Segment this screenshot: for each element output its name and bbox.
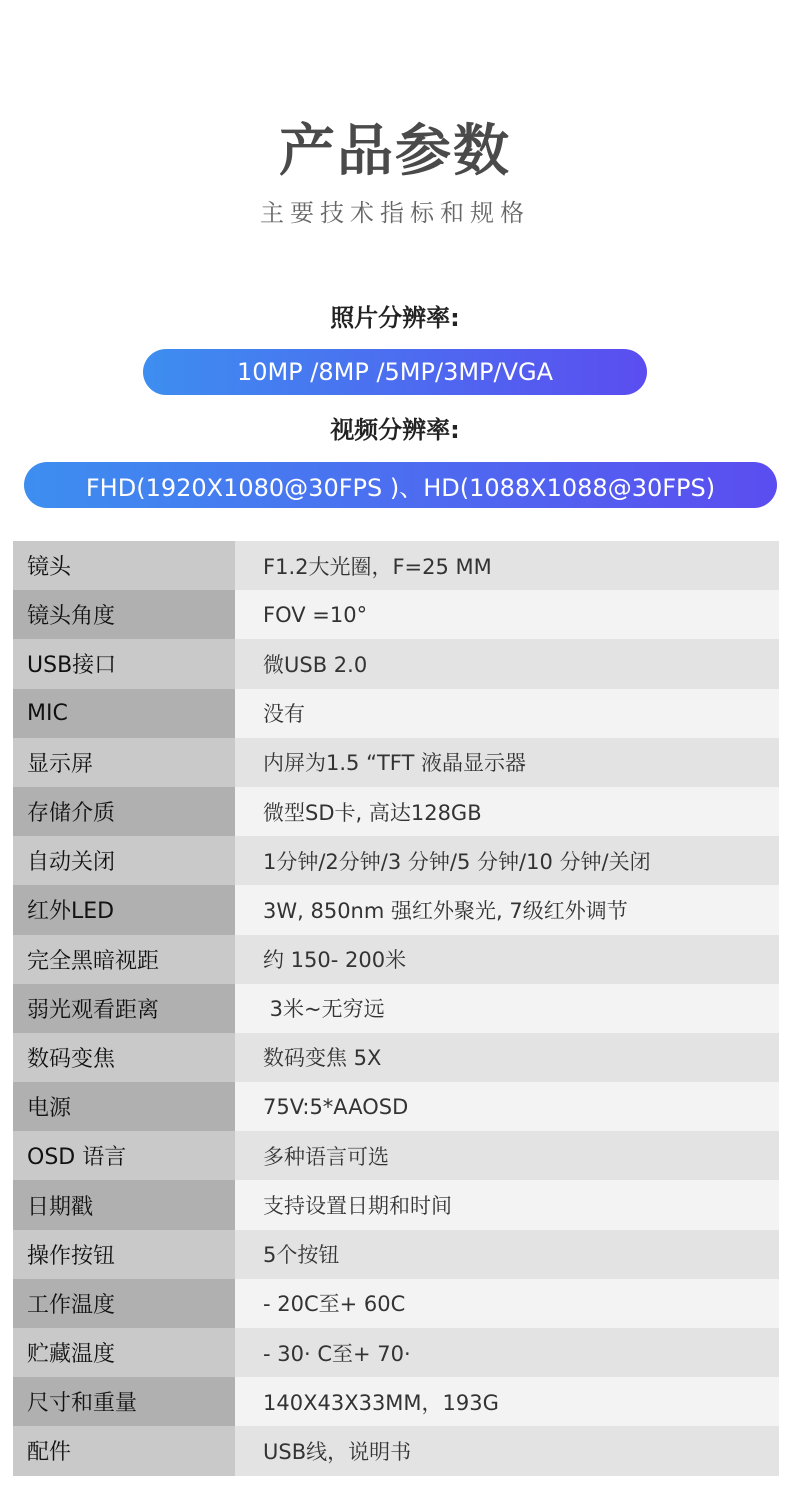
spec-key: 自动关闭 <box>13 836 235 885</box>
spec-value: 5个按钮 <box>235 1230 779 1279</box>
spec-row <box>13 1230 779 1279</box>
spec-value: USB线，说明书 <box>235 1426 779 1475</box>
spec-key: USB接口 <box>13 639 235 688</box>
spec-key: 镜头角度 <box>13 590 235 639</box>
spec-row <box>13 639 779 688</box>
spec-value: 多种语言可选 <box>235 1131 779 1180</box>
spec-value: 数码变焦 5X <box>235 1033 779 1082</box>
spec-row <box>13 1082 779 1131</box>
spec-row <box>13 1328 779 1377</box>
spec-value: 没有 <box>235 689 779 738</box>
spec-key: 存储介质 <box>13 787 235 836</box>
spec-key: 弱光观看距离 <box>13 984 235 1033</box>
spec-row <box>13 984 779 1033</box>
spec-value: 微USB 2.0 <box>235 639 779 688</box>
spec-key: 显示屏 <box>13 738 235 787</box>
spec-value: 内屏为1.5 “TFT 液晶显示器 <box>235 738 779 787</box>
spec-key: 日期戳 <box>13 1180 235 1229</box>
spec-key: 镜头 <box>13 541 235 590</box>
spec-row <box>13 1131 779 1180</box>
spec-key: 电源 <box>13 1082 235 1131</box>
photo-resolution-pill: 10MP /8MP /5MP/3MP/VGA <box>143 349 647 395</box>
spec-key: 操作按钮 <box>13 1230 235 1279</box>
header <box>0 120 790 228</box>
spec-table <box>13 541 779 1476</box>
spec-row <box>13 885 779 934</box>
spec-key: 数码变焦 <box>13 1033 235 1082</box>
spec-row <box>13 1180 779 1229</box>
spec-row <box>13 935 779 984</box>
spec-value: 微型SD卡, 高达128GB <box>235 787 779 836</box>
spec-row <box>13 738 779 787</box>
spec-row <box>13 1033 779 1082</box>
page-title: 产品参数 <box>279 119 511 184</box>
spec-key: 工作温度 <box>13 1279 235 1328</box>
spec-value: 1分钟/2分钟/3 分钟/5 分钟/10 分钟/关闭 <box>235 836 779 885</box>
photo-resolution-label: 照片分辨率: <box>330 304 460 332</box>
spec-value: 约 150- 200米 <box>235 935 779 984</box>
spec-value: - 20C至+ 60C <box>235 1279 779 1328</box>
page-subtitle: 主要技术指标和规格 <box>260 199 530 227</box>
spec-value: F1.2大光圈，F=25 MM <box>235 541 779 590</box>
spec-value: - 30· C至+ 70· <box>235 1328 779 1377</box>
spec-row <box>13 689 779 738</box>
spec-value: 支持设置日期和时间 <box>235 1180 779 1229</box>
spec-row <box>13 541 779 590</box>
spec-key: OSD 语言 <box>13 1131 235 1180</box>
spec-row <box>13 1377 779 1426</box>
spec-key: 尺寸和重量 <box>13 1377 235 1426</box>
spec-row <box>13 1426 779 1475</box>
spec-value: FOV =10° <box>235 590 779 639</box>
spec-key: MIC <box>13 689 235 738</box>
spec-key: 配件 <box>13 1426 235 1475</box>
spec-key: 红外LED <box>13 885 235 934</box>
spec-row <box>13 836 779 885</box>
spec-value: 3W, 850nm 强红外聚光, 7级红外调节 <box>235 885 779 934</box>
spec-row <box>13 590 779 639</box>
spec-key: 贮藏温度 <box>13 1328 235 1377</box>
spec-value: 3米~无穷远 <box>235 984 779 1033</box>
spec-row <box>13 1279 779 1328</box>
spec-value: 75V:5*AAOSD <box>235 1082 779 1131</box>
video-resolution-pill: FHD(1920X1080@30FPS )、HD(1088X1088@30FPS) <box>24 462 777 508</box>
video-resolution-label: 视频分辨率: <box>330 416 460 444</box>
spec-value: 140X43X33MM，193G <box>235 1377 779 1426</box>
spec-key: 完全黑暗视距 <box>13 935 235 984</box>
spec-row <box>13 787 779 836</box>
